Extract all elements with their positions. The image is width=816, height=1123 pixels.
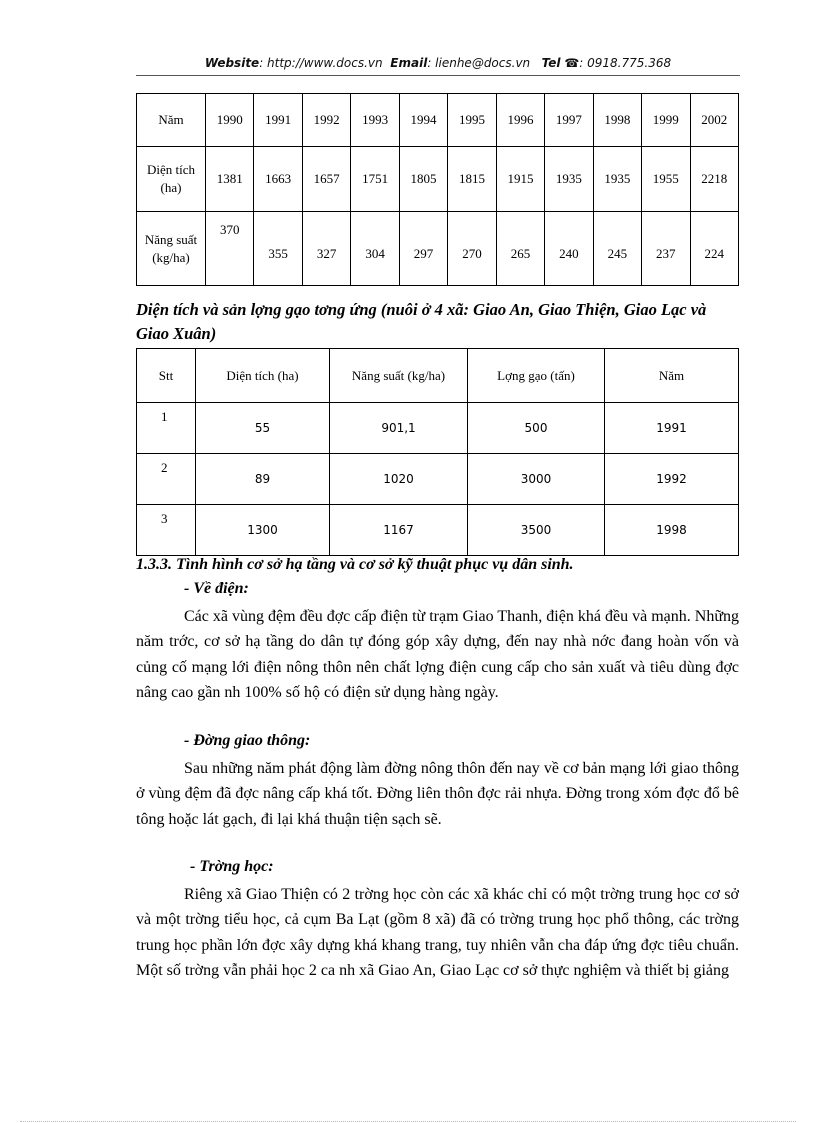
- table-cell: 1992: [302, 94, 350, 147]
- table-row: [137, 403, 739, 454]
- rice-output-table: [136, 348, 739, 556]
- table-caption: Diện tích và sản lợng gạo tơng ứng (nuôi ở 4 xã: Giao An, Giao Thiện, Giao Lạc và Giao Xuân): [136, 300, 707, 343]
- table-cell: 265: [496, 212, 544, 286]
- table-row-yield: [137, 212, 739, 286]
- table-row: [137, 505, 739, 556]
- table-cell: 1805: [399, 147, 447, 212]
- table-cell: 500: [468, 403, 605, 454]
- column-header: Năng suất (kg/ha): [330, 349, 468, 403]
- table-cell: 1995: [448, 94, 496, 147]
- table-cell: 224: [690, 212, 738, 286]
- table-cell: 55: [196, 403, 330, 454]
- table-cell: 3000: [468, 454, 605, 505]
- table-cell: 3: [137, 505, 196, 556]
- table-cell: 89: [196, 454, 330, 505]
- table-cell: 2002: [690, 94, 738, 147]
- table-cell: 370: [206, 212, 254, 286]
- table-cell: 2: [137, 454, 196, 505]
- table-cell: 1998: [605, 505, 739, 556]
- website-value: : http://www.docs.vn: [259, 56, 383, 70]
- table-cell: 1994: [399, 94, 447, 147]
- roads-text: Sau những năm phát động làm đờng nông thôn đến nay về cơ bản mạng lới giao thông ở vùng đệm đã đợc nâng cấp khá tốt. Đờng liên thôn đợc rải nhựa. Đờng trong xóm đợc đổ bê tông hoặc lát gạch, đi lại khá thuận tiện sạch sẽ.: [136, 760, 739, 828]
- table-cell: 1999: [642, 94, 690, 147]
- table-cell: 1020: [330, 454, 468, 505]
- page-bottom-divider: [20, 1121, 796, 1122]
- tel-value: : 0918.775.368: [579, 56, 672, 70]
- table-cell: 270: [448, 212, 496, 286]
- table-cell: 1751: [351, 147, 399, 212]
- header-divider: [136, 75, 740, 76]
- column-header: Stt: [137, 349, 196, 403]
- table-cell: 1991: [254, 94, 302, 147]
- roads-paragraph: [136, 756, 739, 832]
- row-label: Năng suất (kg/ha): [137, 212, 206, 286]
- table-cell: 1915: [496, 147, 544, 212]
- schools-text: Riêng xã Giao Thiện có 2 trờng học còn các xã khác chỉ có một trờng trung học cơ sở và một trờng tiểu học, cả cụm Ba Lạt (gồm 8 xã) đã có trờng trung học phổ thông, các trờng trung học phần lớn đợc xây dựng khá khang trang, tuy nhiên vẫn cha đáp ứng đợc tiêu chuẩn. Một số trờng vẫn phải học 2 ca nh xã Giao An, Giao Lạc cơ sở thực nghiệm và thiết bị giảng: [136, 886, 739, 979]
- table-cell: 1381: [206, 147, 254, 212]
- table-cell: 1955: [642, 147, 690, 212]
- table-cell: 1657: [302, 147, 350, 212]
- area-yield-table: [136, 93, 739, 286]
- column-header: Diện tích (ha): [196, 349, 330, 403]
- electricity-heading: - Về điện:: [184, 580, 249, 597]
- table-cell: 1992: [605, 454, 739, 505]
- table-cell: 327: [302, 212, 350, 286]
- email-label: Email: [390, 56, 428, 70]
- section-title: 1.3.3. Tình hình cơ sở hạ tầng và cơ sở kỹ thuật phục vụ dân sinh.: [136, 556, 574, 573]
- table-cell: 901,1: [330, 403, 468, 454]
- page-header: [136, 56, 740, 70]
- row-label: Năm: [137, 94, 206, 147]
- table-cell: 2218: [690, 147, 738, 212]
- table-cell: 297: [399, 212, 447, 286]
- table-cell: 245: [593, 212, 641, 286]
- table-cell: 1167: [330, 505, 468, 556]
- table-cell: 1: [137, 403, 196, 454]
- website-label: Website: [204, 56, 260, 70]
- table-cell: 240: [545, 212, 593, 286]
- electricity-paragraph: [136, 604, 739, 705]
- table-cell: 237: [642, 212, 690, 286]
- row-label: Diện tích (ha): [137, 147, 206, 212]
- column-header: Lợng gạo (tấn): [468, 349, 605, 403]
- table-cell: 3500: [468, 505, 605, 556]
- table-row-area: [137, 147, 739, 212]
- schools-paragraph: [136, 882, 739, 983]
- table-cell: 1991: [605, 403, 739, 454]
- table-cell: 1935: [545, 147, 593, 212]
- column-header: Năm: [605, 349, 739, 403]
- table-cell: 355: [254, 212, 302, 286]
- table-cell: 1935: [593, 147, 641, 212]
- table-cell: 1815: [448, 147, 496, 212]
- table-row: [137, 454, 739, 505]
- table-cell: 1996: [496, 94, 544, 147]
- table-header-row: [137, 349, 739, 403]
- email-value: : lienhe@docs.vn: [427, 56, 531, 70]
- electricity-text: Các xã vùng đệm đều đợc cấp điện từ trạm Giao Thanh, điện khá đều và mạnh. Những năm trớc, cơ sở hạ tầng do dân tự đóng góp xây dựng, đến nay nhà nớc đang hoàn vốn và củng cố mạng lới điện nông thôn nên chất lợng điện cung cấp cho sản xuất và tiêu dùng đợc nâng cao gần nh 100% số hộ có điện sử dụng hàng ngày.: [136, 608, 739, 701]
- table-cell: 1300: [196, 505, 330, 556]
- table-cell: 1993: [351, 94, 399, 147]
- table-row-year: [137, 94, 739, 147]
- table-cell: 1663: [254, 147, 302, 212]
- table-cell: 304: [351, 212, 399, 286]
- tel-label: Tel: [541, 56, 561, 70]
- table-cell: 1990: [206, 94, 254, 147]
- phone-icon: ☎: [564, 56, 580, 70]
- table-cell: 1997: [545, 94, 593, 147]
- roads-heading: - Đờng giao thông:: [184, 732, 311, 749]
- schools-heading: - Trờng học:: [190, 858, 274, 875]
- table-cell: 1998: [593, 94, 641, 147]
